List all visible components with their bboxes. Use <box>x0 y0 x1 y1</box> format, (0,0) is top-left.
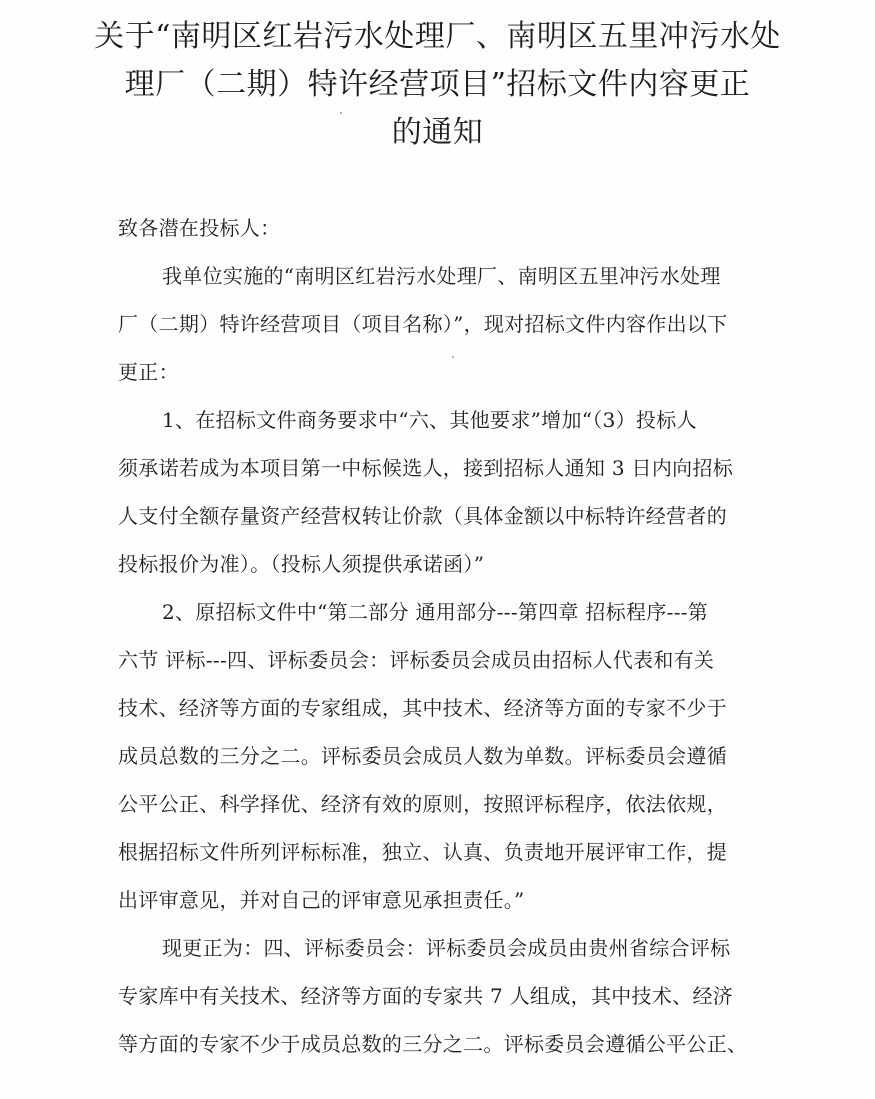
item-2-line: 根据招标文件所列评标标准，独立、认真、负责地开展评审工作，提 <box>118 840 727 864</box>
item-2-line: 公平公正、科学择优、经济有效的原则，按照评标程序，依法依规， <box>118 792 727 816</box>
item-1-line: 1、在招标文件商务要求中“六、其他要求”增加“（3）投标人 <box>162 408 697 432</box>
item-2-line: 出评审意见，并对自己的评审意见承担责任。” <box>118 888 525 912</box>
item-1-line: 人支付全额存量资产经营权转让价款（具体金额以中标特许经营者的 <box>118 504 727 528</box>
intro-paragraph-line: 厂（二期）特许经营项目（项目名称）”，现对招标文件内容作出以下 <box>118 312 728 336</box>
notice-title-line-1: 关于“南明区红岩污水处理厂、南明区五里冲污水处 <box>94 19 781 54</box>
item-2-line: 2、原招标文件中“第二部分 通用部分---第四章 招标程序---第 <box>162 600 709 624</box>
salutation: 致各潜在投标人： <box>118 216 281 240</box>
correction-line: 现更正为：四、评标委员会：评标委员会成员由贵州省综合评标 <box>162 936 731 960</box>
scan-speck <box>340 112 342 114</box>
intro-paragraph-line: 更正： <box>118 360 179 384</box>
correction-line: 等方面的专家不少于成员总数的三分之二。评标委员会遵循公平公正、 <box>118 1032 748 1056</box>
notice-title-line-2: 理厂（二期）特许经营项目”招标文件内容更正 <box>124 67 751 102</box>
notice-title-line-3: 的通知 <box>391 115 484 150</box>
correction-line: 专家库中有关技术、经济等方面的专家共 7 人组成，其中技术、经济 <box>118 984 734 1008</box>
item-2-line: 技术、经济等方面的专家组成，其中技术、经济等方面的专家不少于 <box>118 696 727 720</box>
item-1-line: 须承诺若成为本项目第一中标候选人，接到招标人通知 3 日内向招标 <box>118 456 734 480</box>
item-2-line: 六节 评标---四、评标委员会：评标委员会成员由招标人代表和有关 <box>118 648 715 672</box>
item-1-line: 投标报价为准）。（投标人须提供承诺函）” <box>118 552 485 576</box>
scan-speck <box>452 356 454 358</box>
item-2-line: 成员总数的三分之二。评标委员会成员人数为单数。评标委员会遵循 <box>118 744 727 768</box>
intro-paragraph-line: 我单位实施的“南明区红岩污水处理厂、南明区五里冲污水处理 <box>162 264 721 288</box>
